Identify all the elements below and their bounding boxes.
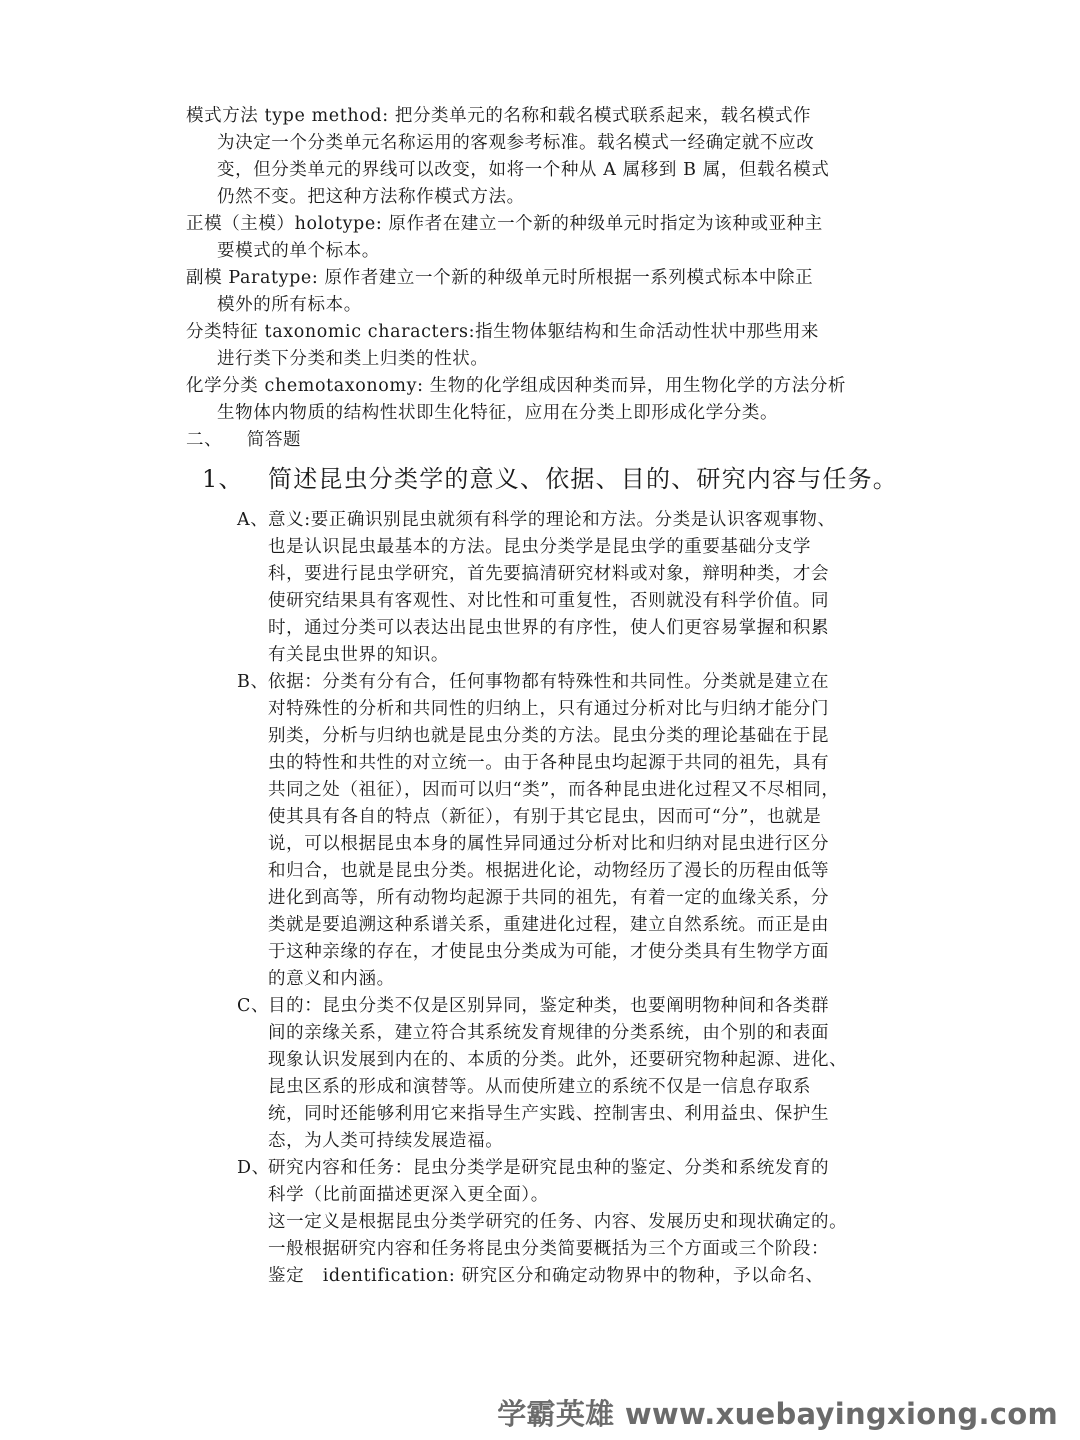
answer-b-line-11: 于这种亲缘的存在，才使昆虫分类成为可能，才使分类具有生物学方面 xyxy=(268,942,830,962)
definition-chemotaxonomy-line-2: 生物体内物质的结构性状即生化特征，应用在分类上即形成化学分类。 xyxy=(217,403,779,423)
answer-d-line-2: 科学（比前面描述更深入更全面）。 xyxy=(268,1185,549,1205)
answer-d-label: D、 xyxy=(237,1158,270,1178)
answer-b-line-12: 的意义和内涵。 xyxy=(268,969,395,989)
answer-b-line-1: 依据：分类有分有合，任何事物都有特殊性和共同性。分类就是建立在 xyxy=(268,672,830,692)
definition-type-method-line-4: 仍然不变。把这种方法称作模式方法。 xyxy=(217,187,525,207)
answer-a-line-3: 科，要进行昆虫学研究，首先要搞清研究材料或对象，辩明种类，才会 xyxy=(268,564,830,584)
answer-c-label: C、 xyxy=(237,996,270,1016)
answer-b-label: B、 xyxy=(237,672,269,692)
definition-type-method-line-3: 变，但分类单元的界线可以改变，如将一个种从 A 属移到 B 属，但载名模式 xyxy=(217,160,830,180)
answer-b-line-8: 和归合，也就是昆虫分类。根据进化论，动物经历了漫长的历程由低等 xyxy=(268,861,830,881)
definition-taxonomic-characters-line-1: 分类特征 taxonomic characters:指生物体躯结构和生命活动性状中那些用来 xyxy=(186,322,820,342)
site-watermark: 学霸英雄 www.xuebayingxiong.com xyxy=(497,1397,1058,1431)
definition-paratype-line-1: 副模 Paratype: 原作者建立一个新的种级单元时所根据一系列模式标本中除正 xyxy=(186,268,814,288)
section-heading: 二、 简答题 xyxy=(186,430,302,450)
definition-taxonomic-characters-line-2: 进行类下分类和类上归类的性状。 xyxy=(217,349,489,369)
answer-a-line-1: 意义:要正确识别昆虫就须有科学的理论和方法。分类是认识客观事物、 xyxy=(268,510,836,530)
definition-holotype-line-1: 正模（主模）holotype: 原作者在建立一个新的种级单元时指定为该种或亚种主 xyxy=(186,214,823,234)
answer-a-line-2: 也是认识昆虫最基本的方法。昆虫分类学是昆虫学的重要基础分支学 xyxy=(268,537,811,557)
answer-c-line-3: 现象认识发展到内在的、本质的分类。此外，还要研究物种起源、进化、 xyxy=(268,1050,848,1070)
answer-a-line-6: 有关昆虫世界的知识。 xyxy=(268,645,449,665)
answer-c-line-5: 统，同时还能够利用它来指导生产实践、控制害虫、利用益虫、保护生 xyxy=(268,1104,830,1124)
answer-c-line-6: 态，为人类可持续发展造福。 xyxy=(268,1131,504,1151)
answer-b-line-2: 对特殊性的分析和共同性的归纳上，只有通过分析对比与归纳才能分门 xyxy=(268,699,830,719)
definition-chemotaxonomy-line-1: 化学分类 chemotaxonomy: 生物的化学组成因种类而异，用生物化学的方法分析 xyxy=(186,376,847,396)
definition-type-method-line-2: 为决定一个分类单元名称运用的客观参考标准。载名模式一经确定就不应改 xyxy=(217,133,815,153)
answer-b-line-3: 别类，分析与归纳也就是昆虫分类的方法。昆虫分类的理论基础在于昆 xyxy=(268,726,830,746)
answer-c-line-4: 昆虫区系的形成和演替等。从而使所建立的系统不仅是一信息存取系 xyxy=(268,1077,811,1097)
definition-holotype-line-2: 要模式的单个标本。 xyxy=(217,241,380,261)
question-number: 1、 xyxy=(202,465,244,493)
definition-type-method-line-1: 模式方法 type method: 把分类单元的名称和载名模式联系起来，载名模式作 xyxy=(186,106,812,126)
answer-c-line-2: 间的亲缘关系，建立符合其系统发育规律的分类系统，由个别的和表面 xyxy=(268,1023,830,1043)
answer-a-label: A、 xyxy=(237,510,269,530)
answer-b-line-6: 使其具有各自的特点（新征），有别于其它昆虫，因而可“分”，也就是 xyxy=(268,807,822,827)
answer-a-line-5: 时，通过分类可以表达出昆虫世界的有序性，使人们更容易掌握和积累 xyxy=(268,618,830,638)
question-title: 简述昆虫分类学的意义、依据、目的、研究内容与任务。 xyxy=(268,465,898,493)
answer-c-line-1: 目的：昆虫分类不仅是区别异同，鉴定种类，也要阐明物种间和各类群 xyxy=(268,996,830,1016)
extra-line-3: 鉴定 identification: 研究区分和确定动物界中的物种，予以命名、 xyxy=(268,1266,824,1286)
extra-line-2: 一般根据研究内容和任务将昆虫分类简要概括为三个方面或三个阶段： xyxy=(268,1239,830,1259)
answer-b-line-5: 共同之处（祖征），因而可以归“类”，而各种昆虫进化过程又不尽相同， xyxy=(268,780,840,800)
definition-paratype-line-2: 模外的所有标本。 xyxy=(217,295,362,315)
answer-d-line-1: 研究内容和任务：昆虫分类学是研究昆虫种的鉴定、分类和系统发育的 xyxy=(268,1158,830,1178)
answer-b-line-10: 类就是要追溯这种系谱关系，重建进化过程，建立自然系统。而正是由 xyxy=(268,915,830,935)
answer-b-line-4: 虫的特性和共性的对立统一。由于各种昆虫均起源于共同的祖先，具有 xyxy=(268,753,830,773)
answer-b-line-7: 说，可以根据昆虫本身的属性异同通过分析对比和归纳对昆虫进行区分 xyxy=(268,834,830,854)
extra-line-1: 这一定义是根据昆虫分类学研究的任务、内容、发展历史和现状确定的。 xyxy=(268,1212,848,1232)
answer-a-line-4: 使研究结果具有客观性、对比性和可重复性，否则就没有科学价值。同 xyxy=(268,591,830,611)
answer-b-line-9: 进化到高等，所有动物均起源于共同的祖先，有着一定的血缘关系，分 xyxy=(268,888,830,908)
